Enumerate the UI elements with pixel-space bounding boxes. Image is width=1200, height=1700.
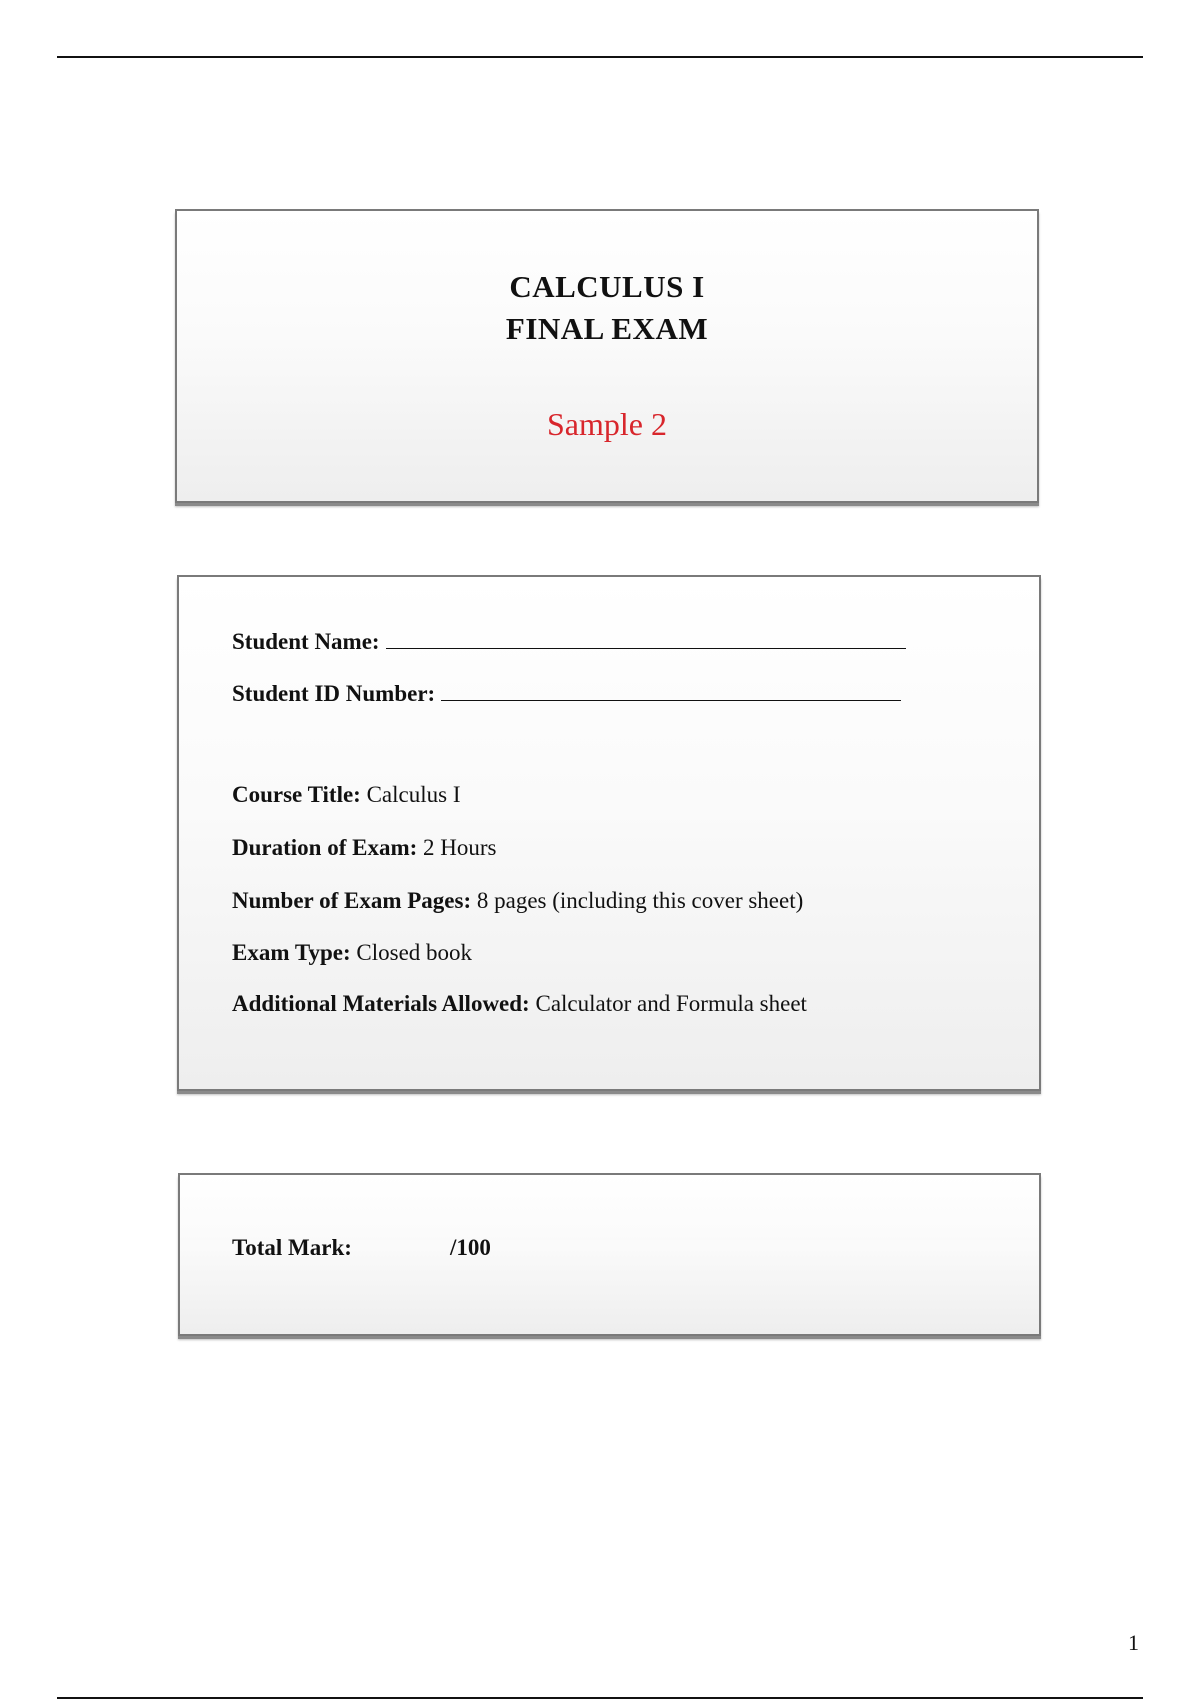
top-rule <box>57 56 1143 58</box>
exam-title-box <box>175 209 1039 503</box>
exam-info-box <box>177 575 1041 1091</box>
materials-row <box>232 991 807 1017</box>
total-mark-value: /100 <box>450 1235 491 1260</box>
course-title-label: Course Title: <box>232 782 361 807</box>
student-name-field <box>232 626 906 655</box>
total-mark-label: Total Mark: <box>232 1235 352 1260</box>
student-id-field <box>232 678 901 707</box>
exam-pages-label: Number of Exam Pages: <box>232 888 472 913</box>
student-name-label: Student Name: <box>232 629 380 654</box>
bottom-rule <box>57 1697 1143 1699</box>
exam-pages-row <box>232 888 803 914</box>
student-name-blank[interactable] <box>386 626 906 649</box>
exam-title-line-2: FINAL EXAM <box>505 311 709 346</box>
materials-value: Calculator and Formula sheet <box>535 991 807 1016</box>
exam-pages-value: 8 pages (including this cover sheet) <box>476 888 804 913</box>
student-id-blank[interactable] <box>441 678 901 701</box>
exam-title-line-1: CALCULUS I <box>509 269 705 304</box>
sample-label: Sample 2 <box>547 406 667 442</box>
page-number: 1 <box>1128 1630 1139 1655</box>
duration-label: Duration of Exam: <box>232 835 418 860</box>
total-mark-box <box>178 1173 1041 1336</box>
exam-type-row <box>232 940 472 966</box>
duration-row <box>232 835 497 861</box>
exam-type-label: Exam Type: <box>232 940 351 965</box>
materials-label: Additional Materials Allowed: <box>232 991 530 1016</box>
exam-type-value: Closed book <box>356 940 473 965</box>
student-id-label: Student ID Number: <box>232 681 436 706</box>
duration-value: 2 Hours <box>423 835 497 860</box>
course-title-row <box>232 782 461 808</box>
course-title-value: Calculus I <box>366 782 461 807</box>
